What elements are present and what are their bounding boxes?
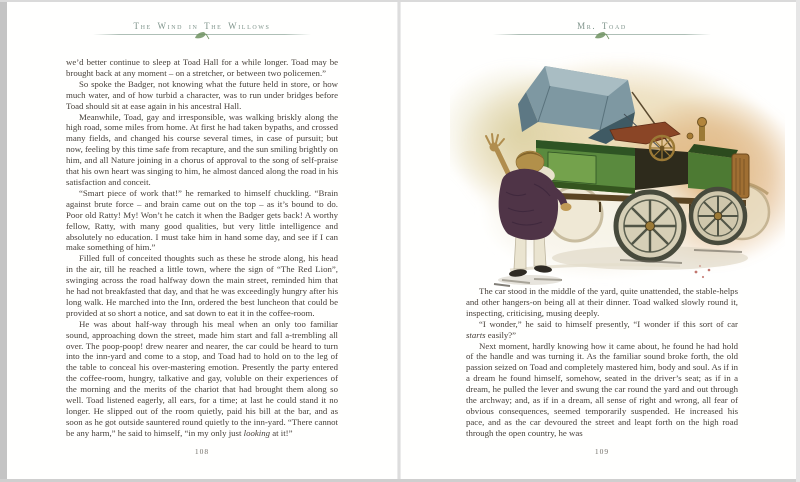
spread-edge-left — [0, 0, 7, 482]
paragraph: Meanwhile, Toad, gay and irresponsible, was walking briskly along the high road, some miles from home. At first he had taken bypaths, and crossed many fields, and changed his course several times, in case of pursuit; but now, feeling by this time safe from recapture, and the sun smiling brightly on him, and all Nature joining in a chorus of approval to the song of self-praise that his own heart was singing to him, he almost danced along the road in his satisfaction and conceit. — [66, 111, 338, 187]
paragraph: “Smart piece of work that!” he remarked to himself chuckling. “Brain against brute force – and brain came out on the top – as it’s bound to do. Poor old Ratty! My! Won’t he catch it when the Badger gets back! A worthy fellow, Ratty, with many good qualities, but very little intelligence and absolutely no education. I must take him in hand some day, and see if I can make something of him.” — [66, 187, 338, 253]
willow-leaf-ornament-icon — [594, 31, 610, 40]
running-head-right — [466, 21, 738, 35]
willow-leaf-ornament-icon — [194, 31, 210, 40]
running-head-title: The Wind in The Willows — [133, 21, 271, 31]
paragraph: The car stood in the middle of the yard, quite unattended, the stable-helps and other hangers-on being all at their dinner. Toad walked slowly round it, inspecting, criticising, musing deeply. — [466, 286, 738, 318]
spread-edge-top — [0, 0, 800, 2]
toad-motor-car-illustration — [450, 52, 785, 290]
paragraph: “I wonder,” he said to himself presently, “I wonder if this sort of car starts easily?” — [466, 318, 738, 340]
running-head-left — [66, 21, 338, 35]
spread-edge-right — [796, 0, 800, 482]
page-number-left: 108 — [194, 447, 210, 456]
paragraph: Next moment, hardly knowing how it came about, he found he had hold of the handle and was turning it. As the familiar sound broke forth, the old passion seized on Toad and completely mastered him, body and soul. As if in a dream he found himself, somehow, seated in the driver’s seat; as if in a dream, he pulled the lever and swung the car round the yard and out through the archway; and, as if in a dream, all sense of right and wrong, all fear of obvious consequences, seemed temporarily suspended. He increased his pace, and as the car devoured the street and leapt forth on the high road through the open country, he was — [466, 340, 738, 438]
paragraph: we’d better continue to sleep at Toad Hall for a while longer. Toad may be brought back at any moment – on a stretcher, or between two policemen.” — [66, 57, 338, 78]
paragraph: He was about half-way through his meal when an only too familiar sound, approaching down the street, made him start and fall a-trembling all over. The poop-poop! drew nearer and nearer, the car could be heard to turn into the inn-yard and come to a stop, and Toad had to hold on to the leg of the table to conceal his over-mastering emotion. Presently the party entered the coffee-room, hungry, talkative and gay, voluble on their experiences of the morning and the merits of the chariot that had brought them along so well. Toad listened eagerly, all ears, for a time; at last he could stand it no longer. He slipped out of the room quietly, paid his bill at the bar, and as soon as he got outside sauntered round quietly to the inn-yard. “There cannot be any harm,” he said to himself, “in my only just looking at it!” — [66, 318, 338, 438]
paragraph: So spoke the Badger, not knowing what the future held in store, or how much water, and of how turbid a character, was to run under bridges before Toad should sit at ease again in his ancestral Hall. — [66, 78, 338, 111]
page-left — [7, 2, 397, 479]
running-head-rule — [493, 34, 711, 35]
running-head-title: Mr. Toad — [577, 21, 627, 31]
left-text-block — [66, 57, 338, 439]
running-head-rule — [93, 34, 311, 35]
page-number-right: 109 — [594, 447, 610, 456]
page-right — [401, 2, 796, 479]
paragraph: Filled full of conceited thoughts such as these he strode along, his head in the air, till he reached a little town, where the sign of “The Red Lion”, swinging across the road halfway down the main street, reminded him that he had not breakfasted that day, and that he was exceedingly hungry after his long walk. He marched into the Inn, ordered the best luncheon that could be provided at so short a notice, and sat down to eat it in the coffee-room. — [66, 253, 338, 318]
right-text-block — [466, 286, 738, 439]
